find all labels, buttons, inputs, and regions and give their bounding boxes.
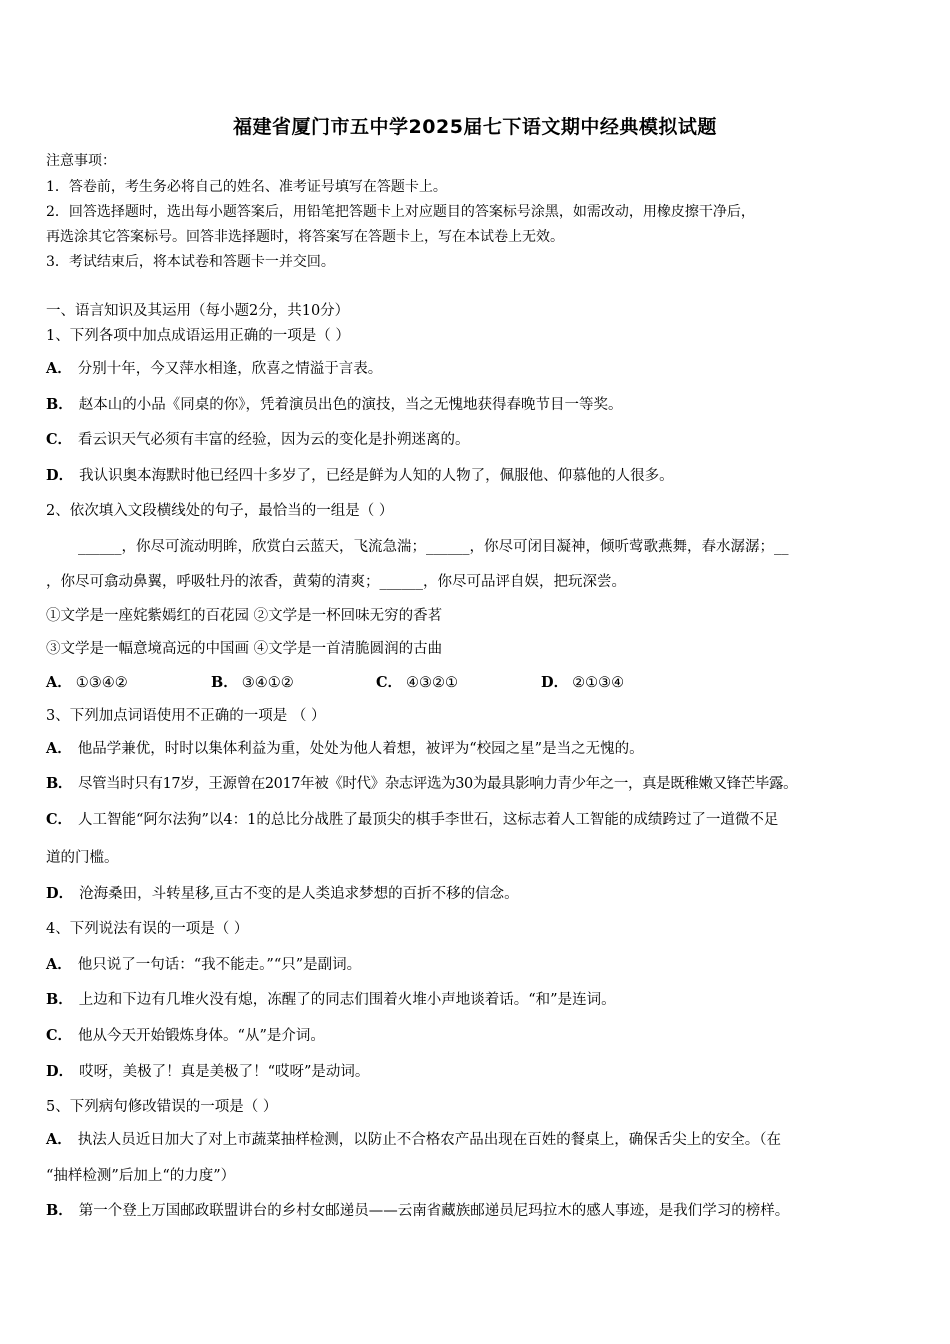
option-label: B． xyxy=(46,396,73,413)
option-text: 他只说了一句话：“我不能走。”“只”是副词。 xyxy=(77,957,362,973)
option-label: D． xyxy=(46,1063,74,1080)
question-4-option-c xyxy=(46,1026,906,1046)
question-3-option-c xyxy=(46,810,906,830)
question-5-option-a-cont xyxy=(46,1166,906,1186)
option-label: D． xyxy=(46,885,74,902)
question-2-choices xyxy=(46,673,906,693)
option-label: A． xyxy=(46,360,72,377)
notice-item: 1．答卷前，考生务必将自己的姓名、准考证号填写在答题卡上。 xyxy=(46,179,447,195)
option-text: 道的门槛。 xyxy=(46,850,119,866)
option-label: B． xyxy=(46,775,72,792)
question-3-option-b xyxy=(46,774,906,794)
question-4-option-b xyxy=(46,990,906,1010)
page-title: 福建省厦门市五中学2025届七下语文期中经典模拟试题 xyxy=(233,116,717,138)
option-text: 第一个登上万国邮政联盟讲台的乡村女邮递员——云南省藏族邮递员尼玛拉木的感人事迹，是我们学习的榜样。 xyxy=(78,1203,790,1219)
question-5-stem: 5、下列病句修改错误的一项是（ ） xyxy=(46,1099,278,1115)
option-text: 尽管当时只有17岁，王源曾在2017年被《时代》杂志评选为30为最具影响力青少年之一，真是既稚嫩又锋芒毕露。 xyxy=(77,776,798,792)
option-text: ④③②① xyxy=(406,675,459,691)
option-text: 他品学兼优，时时以集体利益为重，处处为他人着想，被评为“校园之星”是当之无愧的。 xyxy=(77,741,644,757)
section-heading: 一、语言知识及其运用（每小题2分，共10分） xyxy=(46,303,350,319)
question-5-option-b xyxy=(46,1201,906,1221)
option-text: ③④①② xyxy=(241,675,294,691)
question-4-option-d xyxy=(46,1062,906,1082)
option-text: 沧海桑田，斗转星移,亘古不变的是人类追求梦想的百折不移的信念。 xyxy=(79,886,519,902)
option-label: C． xyxy=(46,1027,73,1044)
notice-item: 再选涂其它答案标号。回答非选择题时，将答案写在答题卡上，写在本试卷上无效。 xyxy=(46,229,564,245)
question-1-option-a xyxy=(46,359,906,379)
question-1-option-d xyxy=(46,466,906,486)
option-label: C． xyxy=(46,431,73,448)
notice-item: 2．回答选择题时，选出每小题答案后，用铅笔把答题卡上对应题目的答案标号涂黑，如需改动，用橡皮擦干净后， xyxy=(46,204,755,220)
question-3-option-c-cont xyxy=(46,848,906,868)
choice-d xyxy=(541,673,706,693)
option-label: C． xyxy=(46,811,73,828)
option-text: 看云识天气必须有丰富的经验，因为云的变化是扑朔迷离的。 xyxy=(78,432,470,448)
option-text: 上边和下边有几堆火没有熄，冻醒了的同志们围着火堆小声地谈着话。“和”是连词。 xyxy=(78,992,616,1008)
choice-c xyxy=(376,673,541,693)
option-label: A． xyxy=(46,956,72,973)
option-label: B． xyxy=(46,991,73,1008)
question-2-stem: 2、依次填入文段横线处的句子，最恰当的一组是（ ） xyxy=(46,503,394,519)
option-text: “抽样检测”后加上“的力度”） xyxy=(46,1168,236,1184)
option-text: 分别十年，今又萍水相逢，欣喜之情溢于言表。 xyxy=(77,361,383,377)
option-label: A． xyxy=(46,674,72,691)
option-text: 我认识奥本海默时他已经四十多岁了，已经是鲜为人知的人物了，佩服他、仰慕他的人很多。 xyxy=(79,468,674,484)
question-5-option-a xyxy=(46,1130,906,1150)
notice-heading: 注意事项： xyxy=(46,153,116,169)
option-label: D． xyxy=(46,467,74,484)
question-4-option-a xyxy=(46,955,906,975)
question-1-stem: 1、下列各项中加点成语运用正确的一项是（ ） xyxy=(46,328,350,344)
option-label: A． xyxy=(46,1131,72,1148)
choice-a xyxy=(46,673,211,693)
question-1-option-b xyxy=(46,395,906,415)
option-text: ②①③④ xyxy=(572,675,625,691)
question-3-stem: 3、下列加点词语使用不正确的一项是 （ ） xyxy=(46,708,326,724)
question-4-stem: 4、下列说法有误的一项是（ ） xyxy=(46,921,249,937)
question-3-option-a xyxy=(46,739,906,759)
question-2-sentences: ①文学是一座姹紫嫣红的百花园 ②文学是一杯回味无穷的香茗 xyxy=(46,608,443,624)
question-1-option-c xyxy=(46,430,906,450)
question-2-sentences: ③文学是一幅意境高远的中国画 ④文学是一首清脆圆润的古曲 xyxy=(46,641,443,657)
option-label: C． xyxy=(376,674,403,691)
option-text: 执法人员近日加大了对上市蔬菜抽样检测，以防止不合格农产品出现在百姓的餐桌上，确保舌尖上的安全。（在 xyxy=(77,1132,782,1148)
question-3-option-d xyxy=(46,884,906,904)
option-label: D． xyxy=(541,674,569,691)
option-label: B． xyxy=(46,1202,73,1219)
question-2-passage: ，你尽可翕动鼻翼，呼吸牡丹的浓香，黄菊的清爽；______，你尽可品评自娱，把玩深尝。 xyxy=(46,574,626,590)
option-text: 哎呀，美极了！真是美极了！“哎呀”是动词。 xyxy=(79,1064,370,1080)
option-label: B． xyxy=(211,674,238,691)
option-text: 他从今天开始锻炼身体。“从”是介词。 xyxy=(78,1028,325,1044)
option-text: 人工智能“阿尔法狗”以4：1的总比分战胜了最顶尖的棋手李世石，这标志着人工智能的成绩跨过了一道微不足 xyxy=(78,812,779,828)
notice-item: 3．考试结束后，将本试卷和答题卡一并交回。 xyxy=(46,254,335,270)
option-label: A． xyxy=(46,740,72,757)
question-2-passage: ______，你尽可流动明眸，欣赏白云蓝天，飞流急湍；______，你尽可闭目凝神，倾听莺歌燕舞，春水潺潺；__ xyxy=(78,539,789,555)
option-text: 赵本山的小品《同桌的你》，凭着演员出色的演技，当之无愧地获得春晚节目一等奖。 xyxy=(78,397,623,413)
choice-b xyxy=(211,673,376,693)
option-text: ①③④② xyxy=(75,675,128,691)
